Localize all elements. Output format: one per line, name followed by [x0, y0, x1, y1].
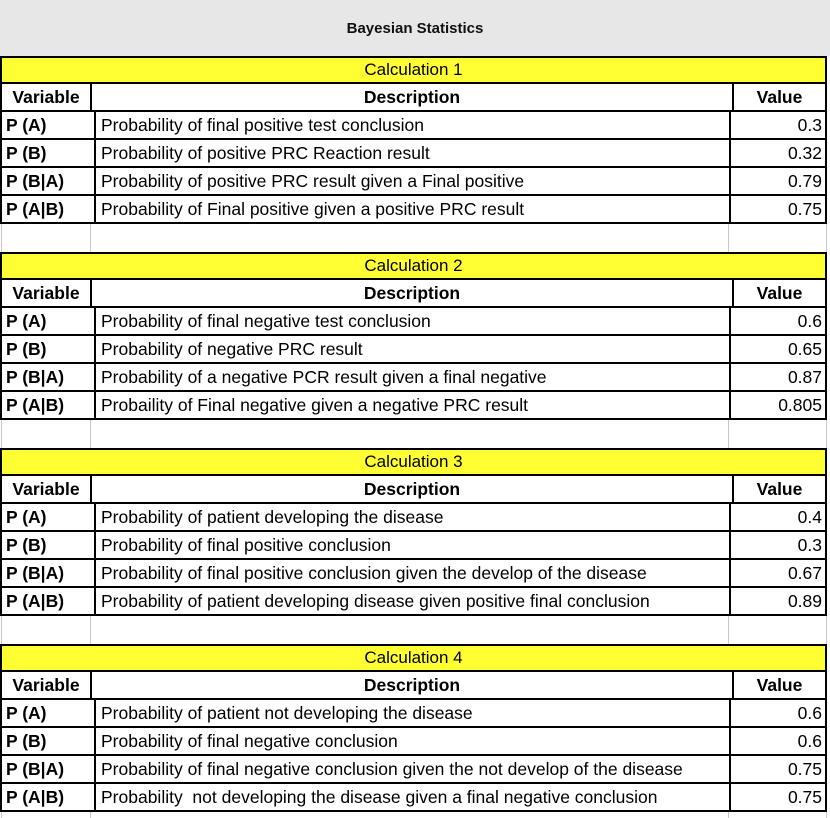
calc-title[interactable]: Calculation 2: [2, 254, 825, 280]
cell-value[interactable]: 0.3: [797, 535, 822, 555]
gridline: [90, 420, 91, 448]
cell-value[interactable]: 0.89: [787, 591, 822, 611]
col-header-value[interactable]: Value: [756, 87, 803, 107]
cell-value[interactable]: 0.79: [787, 171, 822, 191]
gridline: [826, 420, 827, 448]
col-header-description[interactable]: Description: [92, 672, 734, 698]
table-row: [2, 336, 825, 364]
grid-gap: [0, 420, 830, 448]
table-row: [2, 700, 825, 728]
gridline: [826, 812, 827, 818]
col-header-value[interactable]: Value: [756, 283, 803, 303]
cell-description[interactable]: Probability of final positive conclusion given the develop of the disease: [96, 560, 731, 586]
calc-title[interactable]: Calculation 3: [2, 450, 825, 476]
gridline: [826, 224, 827, 252]
cell-value[interactable]: 0.6: [797, 311, 822, 331]
cell-value[interactable]: 0.6: [797, 731, 822, 751]
gridline: [90, 616, 91, 644]
cell-variable[interactable]: P (B): [2, 728, 96, 754]
cell-variable[interactable]: P (B|A): [2, 168, 96, 194]
cell-value[interactable]: 0.75: [787, 199, 822, 219]
table-row: [2, 560, 825, 588]
col-header-value[interactable]: Value: [756, 479, 803, 499]
cell-variable[interactable]: P (A): [2, 308, 96, 334]
sheet-title[interactable]: Bayesian Statistics: [346, 19, 484, 37]
cell-variable[interactable]: P (A): [2, 504, 96, 530]
grid-gap: [0, 224, 830, 252]
table-row: [2, 112, 825, 140]
table-row: [2, 784, 825, 810]
cell-variable[interactable]: P (B|A): [2, 756, 96, 782]
cell-description[interactable]: Probability not developing the disease given a final negative conclusion: [96, 784, 731, 810]
cell-variable[interactable]: P (A|B): [2, 196, 96, 222]
column-header-row: [2, 476, 825, 504]
gridline: [1, 224, 2, 252]
column-header-row: [2, 672, 825, 700]
gridline: [1, 616, 2, 644]
cell-description[interactable]: Probability of patient developing the disease: [96, 504, 731, 530]
cell-value[interactable]: 0.4: [797, 507, 822, 527]
table-row: [2, 728, 825, 756]
gridline: [1, 812, 2, 818]
cell-description[interactable]: Probability of final positive test conclusion: [96, 112, 731, 138]
cell-value[interactable]: 0.6: [797, 703, 822, 723]
table-row: [2, 196, 825, 222]
cell-value[interactable]: 0.75: [787, 759, 822, 779]
table-row: [2, 756, 825, 784]
cell-value[interactable]: 0.32: [787, 143, 822, 163]
table-row: [2, 140, 825, 168]
cell-value[interactable]: 0.87: [787, 367, 822, 387]
calc-title[interactable]: Calculation 1: [2, 58, 825, 84]
cell-description[interactable]: Probability of positive PRC Reaction result: [96, 140, 731, 166]
gridline: [728, 420, 729, 448]
cell-value[interactable]: 0.67: [787, 563, 822, 583]
col-header-variable[interactable]: Variable: [2, 280, 92, 306]
table-row: [2, 588, 825, 614]
table-row: [2, 532, 825, 560]
cell-variable[interactable]: P (A|B): [2, 784, 96, 810]
col-header-description[interactable]: Description: [92, 84, 734, 110]
cell-description[interactable]: Probaility of Final negative given a negative PRC result: [96, 392, 731, 418]
gridline: [728, 616, 729, 644]
calc-table-2: [0, 252, 827, 420]
cell-variable[interactable]: P (B): [2, 532, 96, 558]
title-band: [0, 0, 830, 56]
calc-table-4: [0, 644, 827, 812]
cell-description[interactable]: Probability of final positive conclusion: [96, 532, 731, 558]
cell-description[interactable]: Probability of final negative test conclusion: [96, 308, 731, 334]
cell-description[interactable]: Probability of a negative PCR result given a final negative: [96, 364, 731, 390]
table-row: [2, 168, 825, 196]
cell-variable[interactable]: P (A): [2, 112, 96, 138]
column-header-row: [2, 280, 825, 308]
gridline: [90, 224, 91, 252]
grid-gap: [0, 812, 830, 818]
col-header-description[interactable]: Description: [92, 280, 734, 306]
col-header-variable[interactable]: Variable: [2, 672, 92, 698]
table-row: [2, 364, 825, 392]
cell-variable[interactable]: P (A): [2, 700, 96, 726]
cell-variable[interactable]: P (B|A): [2, 560, 96, 586]
gridline: [826, 616, 827, 644]
cell-description[interactable]: Probability of negative PRC result: [96, 336, 731, 362]
calc-title[interactable]: Calculation 4: [2, 646, 825, 672]
col-header-variable[interactable]: Variable: [2, 476, 92, 502]
gridline: [728, 812, 729, 818]
cell-value[interactable]: 0.75: [787, 787, 822, 807]
cell-description[interactable]: Probability of final negative conclusion: [96, 728, 731, 754]
col-header-variable[interactable]: Variable: [2, 84, 92, 110]
cell-description[interactable]: Probability of Final positive given a positive PRC result: [96, 196, 731, 222]
col-header-value[interactable]: Value: [756, 675, 803, 695]
table-row: [2, 392, 825, 418]
cell-variable[interactable]: P (A|B): [2, 588, 96, 614]
column-header-row: [2, 84, 825, 112]
cell-variable[interactable]: P (B|A): [2, 364, 96, 390]
cell-variable[interactable]: P (A|B): [2, 392, 96, 418]
cell-value[interactable]: 0.805: [778, 395, 822, 415]
cell-value[interactable]: 0.3: [797, 115, 822, 135]
gridline: [1, 420, 2, 448]
cell-description[interactable]: Probability of positive PRC result given a Final positive: [96, 168, 731, 194]
grid-gap: [0, 616, 830, 644]
gridline: [90, 812, 91, 818]
cell-description[interactable]: Probability of patient not developing the disease: [96, 700, 731, 726]
calc-table-1: [0, 56, 827, 224]
cell-description[interactable]: Probability of final negative conclusion given the not develop of the disease: [96, 756, 731, 782]
table-row: [2, 504, 825, 532]
cell-variable[interactable]: P (B): [2, 140, 96, 166]
col-header-description[interactable]: Description: [92, 476, 734, 502]
cell-description[interactable]: Probability of patient developing disease given positive final conclusion: [96, 588, 731, 614]
cell-value[interactable]: 0.65: [787, 339, 822, 359]
gridline: [728, 224, 729, 252]
table-row: [2, 308, 825, 336]
calc-table-3: [0, 448, 827, 616]
cell-variable[interactable]: P (B): [2, 336, 96, 362]
